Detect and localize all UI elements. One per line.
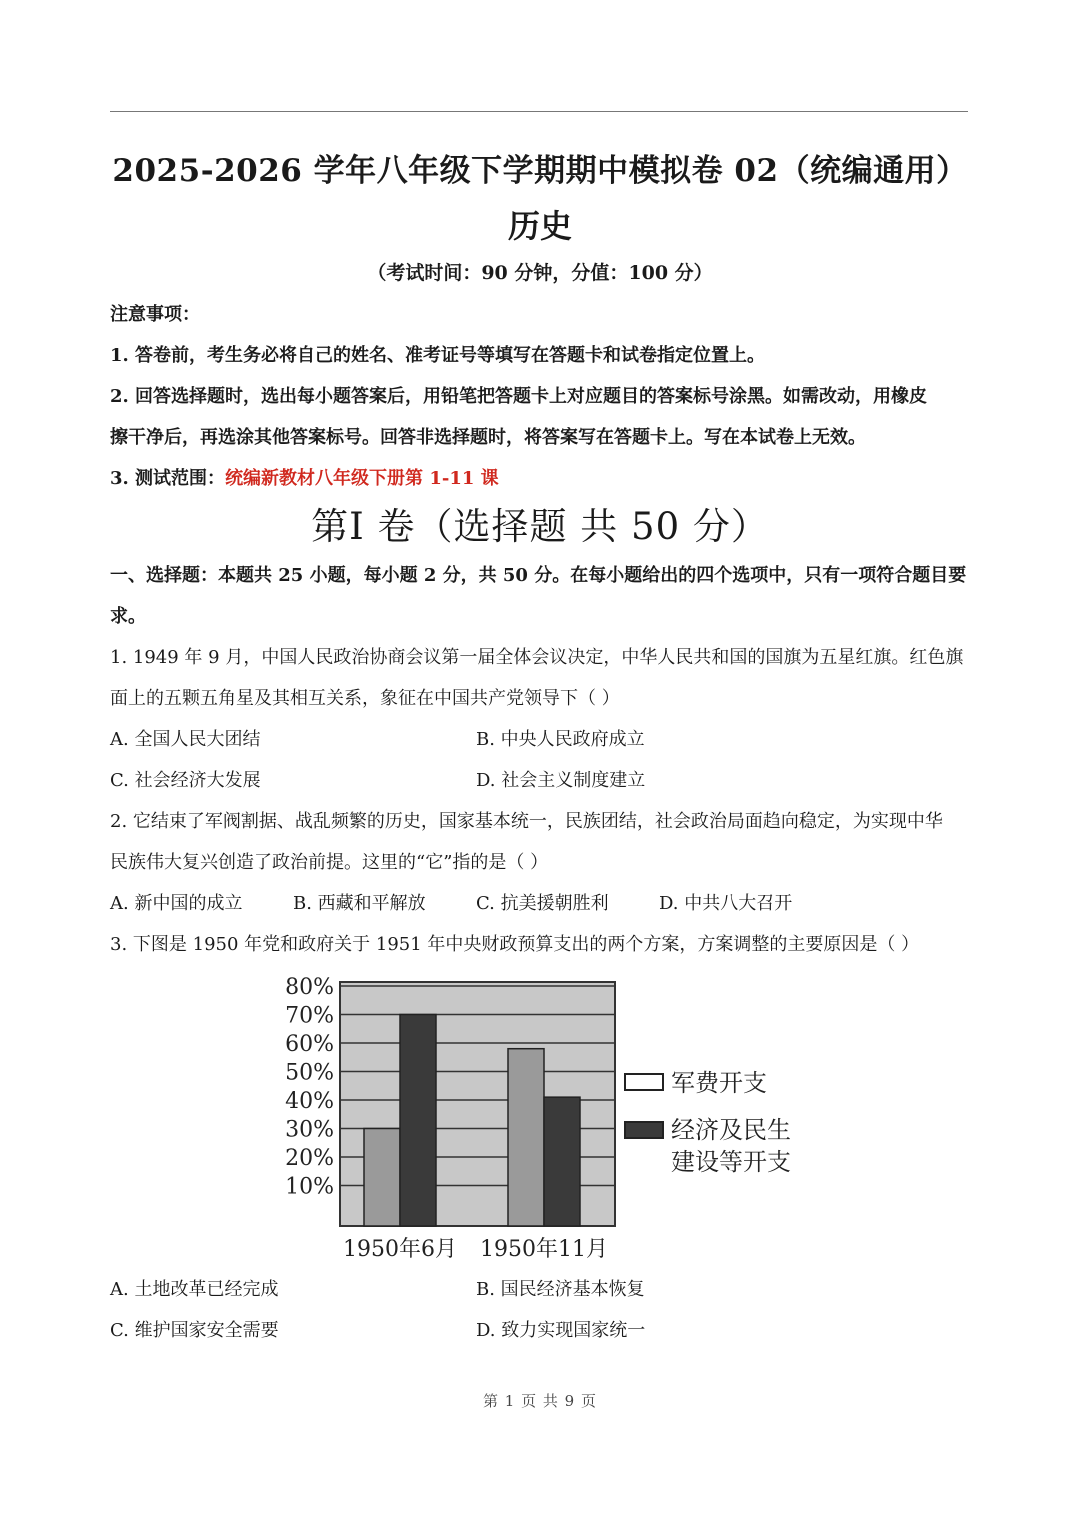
x-category-label: 1950年6月 [343,1237,457,1262]
bar-economic-spending [544,1097,580,1226]
question-2-option-a: A. 新中国的成立 [110,893,243,914]
exam-title: 2025-2026 学年八年级下学期期中模拟卷 02（统编通用） [112,153,968,189]
legend-swatch-military [625,1074,663,1090]
section-instruction-line-2: 求。 [110,606,146,627]
question-3-option-d: D. 致力实现国家统一 [476,1320,646,1341]
legend-label-economic: 经济及民生 [671,1116,791,1144]
y-tick-label: 20% [285,1146,334,1171]
legend-label-military: 军费开支 [671,1069,767,1097]
page-footer: 第 1 页 共 9 页 [483,1392,597,1410]
exam-time-info: （考试时间：90 分钟，分值：100 分） [367,262,713,284]
question-3-option-b: B. 国民经济基本恢复 [476,1279,645,1300]
y-tick-label: 50% [285,1060,334,1086]
note-item-3-prefix: 3. 测试范围： [110,468,226,489]
question-2-stem-line-2: 民族伟大复兴创造了政治前提。这里的“它”指的是（ ） [110,852,549,873]
question-1-option-d: D. 社会主义制度建立 [476,770,646,791]
y-tick-label: 60% [285,1032,334,1057]
question-2-stem-line-1: 2. 它结束了军阀割据、战乱频繁的历史，国家基本统一，民族团结，社会政治局面趋向稳定，为实现中华 [110,811,943,832]
question-1-option-c: C. 社会经济大发展 [110,770,261,791]
y-tick-label: 80% [285,975,334,1000]
note-item-2-line-1: 2. 回答选择题时，选出每小题答案后，用铅笔把答题卡上对应题目的答案标号涂黑。如需改动，用橡皮 [110,386,928,407]
budget-bar-chart [270,970,810,1270]
note-item-2-line-2: 擦干净后，再选涂其他答案标号。回答非选择题时，将答案写在答题卡上。写在本试卷上无效。 [110,427,866,448]
question-1-option-b: B. 中央人民政府成立 [476,729,645,750]
y-tick-label: 70% [285,1003,334,1029]
y-tick-label: 10% [285,1174,334,1200]
test-scope: 统编新教材八年级下册第 1-11 课 [225,468,499,489]
header-rule [110,111,968,112]
question-3-option-a: A. 土地改革已经完成 [110,1279,279,1300]
question-1-stem-line-2: 面上的五颗五角星及其相互关系，象征在中国共产党领导下（ ） [110,688,620,709]
section-title: 第Ⅰ 卷（选择题 共 50 分） [311,505,769,548]
question-1-stem-line-1: 1. 1949 年 9 月，中国人民政治协商会议第一届全体会议决定，中华人民共和国的国旗为五星红旗。红色旗 [110,647,964,668]
question-3-stem: 3. 下图是 1950 年党和政府关于 1951 年中央财政预算支出的两个方案，方案调整的主要原因是（ ） [110,934,920,955]
note-item-3 [110,464,972,494]
question-3-option-c: C. 维护国家安全需要 [110,1320,279,1341]
legend-swatch-economic [625,1122,663,1138]
question-2-option-d: D. 中共八大召开 [659,893,793,914]
question-2-option-b: B. 西藏和平解放 [293,893,426,914]
y-tick-label: 30% [285,1117,334,1143]
question-1-option-a: A. 全国人民大团结 [110,729,261,750]
bar-economic-spending [400,1015,436,1227]
question-2-option-c: C. 抗美援朝胜利 [476,893,609,914]
bar-military-spending [508,1049,544,1226]
x-category-label: 1950年11月 [480,1237,608,1262]
bar-military-spending [364,1129,400,1227]
legend-label-economic: 建设等开支 [671,1148,791,1176]
y-tick-label: 40% [285,1089,334,1114]
notes-heading: 注意事项： [110,304,200,325]
note-item-1: 1. 答卷前，考生务必将自己的姓名、准考证号等填写在答题卡和试卷指定位置上。 [110,345,766,366]
section-instruction-line-1: 一、选择题：本题共 25 小题，每小题 2 分，共 50 分。在每小题给出的四个选项中，只有一项符合题目要 [110,565,967,586]
subject-title: 历史 [507,207,572,245]
